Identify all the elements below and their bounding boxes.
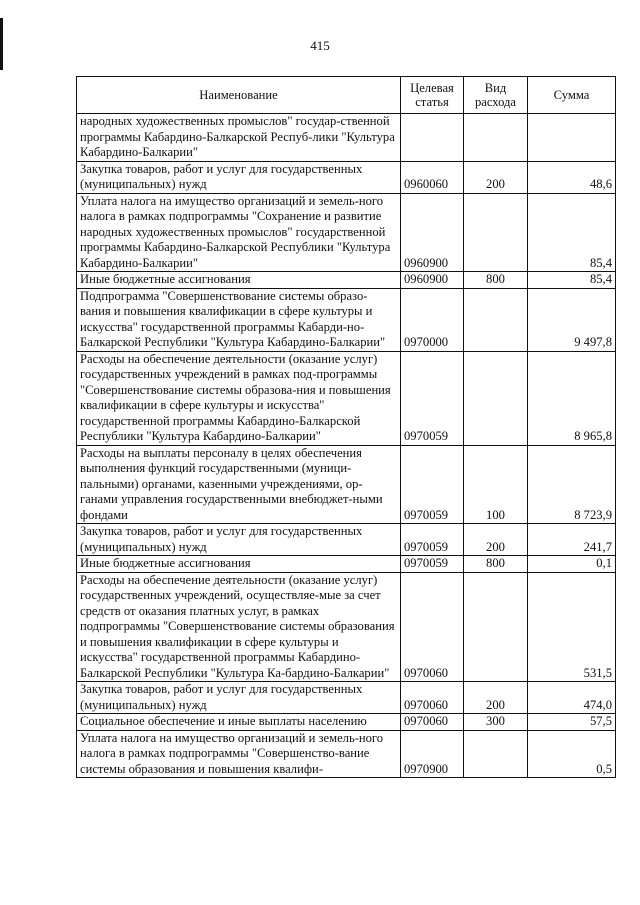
table-row [77,114,616,162]
row-sum: 0,5 [528,730,616,778]
table-row [77,714,616,731]
row-sum: 85,4 [528,272,616,289]
row-name: народных художественных промыслов" государ-ственной программы Кабардино-Балкарской Респуб-лики "Культура Кабардино-Балкарии" [77,114,401,162]
row-name: Иные бюджетные ассигнования [77,556,401,573]
row-sum: 474,0 [528,682,616,714]
row-sum: 8 723,9 [528,445,616,524]
row-expense-type [464,730,528,778]
header-name: Наименование [77,77,401,114]
row-expense-type: 200 [464,161,528,193]
row-expense-type [464,114,528,162]
row-name: Иные бюджетные ассигнования [77,272,401,289]
row-target-article: 0970059 [401,351,464,445]
header-expense-type: Вид расхода [464,77,528,114]
row-expense-type [464,572,528,682]
row-target-article: 0970000 [401,288,464,351]
row-name: Уплата налога на имущество организаций и земель-ного налога в рамках подпрограммы "Сохранение и развитие народных художественных промыслов" государственной программы Кабардино-Балкарской Республики "Культура Кабардино-Балкарии" [77,193,401,272]
row-target-article: 0970059 [401,556,464,573]
row-sum: 85,4 [528,193,616,272]
row-sum: 531,5 [528,572,616,682]
row-name: Расходы на выплаты персоналу в целях обеспечения выполнения функций государственными (муници-пальными) органами, казенными учреждениями, ор-ганами управления государственными внебюджет-ными фондами [77,445,401,524]
row-expense-type: 800 [464,556,528,573]
header-target-article: Целевая статья [401,77,464,114]
row-sum: 241,7 [528,524,616,556]
row-target-article: 0960900 [401,193,464,272]
row-target-article: 0960900 [401,272,464,289]
table-row [77,351,616,445]
row-expense-type: 200 [464,682,528,714]
row-expense-type: 200 [464,524,528,556]
budget-table [76,76,616,778]
table-row [77,161,616,193]
table-row [77,524,616,556]
row-name: Расходы на обеспечение деятельности (оказание услуг) государственных учреждений в рамках под-программы "Совершенствование системы образова-ния и повышения квалификации в сфере культуры и искусства" государственной программы Кабардино-Балкарской Республики "Культура Кабардино-Балкарии" [77,351,401,445]
table-row [77,572,616,682]
row-name: Уплата налога на имущество организаций и земель-ного налога в рамках подпрограммы "Совершенство-вание системы образования и повышения квалифи- [77,730,401,778]
row-target-article: 0970059 [401,524,464,556]
row-name: Подпрограмма "Совершенствование системы образо-вания и повышения квалификации в сфере культуры и искусства" государственной программы Кабарди-но-Балкарской Республики "Культура Кабардино-Балкарии" [77,288,401,351]
row-target-article: 0970900 [401,730,464,778]
table-row [77,193,616,272]
row-name: Расходы на обеспечение деятельности (оказание услуг) государственных учреждений, осуществляе-мые за счет средств от оказания платных услуг, в рамках подпрограммы "Совершенствование системы образования и повышения квалификации в сфере культуры и искусства" государственной программы Кабардино-Балкарской Республики "Культура Ка-бардино-Балкарии" [77,572,401,682]
row-name: Закупка товаров, работ и услуг для государственных (муниципальных) нужд [77,161,401,193]
row-target-article: 0970060 [401,682,464,714]
page-number: 415 [310,38,330,53]
row-expense-type [464,288,528,351]
row-target-article: 0970060 [401,572,464,682]
row-target-article: 0970060 [401,714,464,731]
table-row [77,730,616,778]
row-sum: 57,5 [528,714,616,731]
row-sum [528,114,616,162]
row-expense-type: 800 [464,272,528,289]
table-row [77,288,616,351]
row-expense-type: 300 [464,714,528,731]
table-row [77,682,616,714]
row-sum: 48,6 [528,161,616,193]
row-sum: 0,1 [528,556,616,573]
row-name: Закупка товаров, работ и услуг для государственных (муниципальных) нужд [77,524,401,556]
header-sum: Сумма [528,77,616,114]
row-target-article [401,114,464,162]
row-name: Социальное обеспечение и иные выплаты населению [77,714,401,731]
row-sum: 8 965,8 [528,351,616,445]
table-header-row [77,77,616,114]
row-target-article: 0970059 [401,445,464,524]
row-name: Закупка товаров, работ и услуг для государственных (муниципальных) нужд [77,682,401,714]
row-expense-type [464,193,528,272]
row-expense-type: 100 [464,445,528,524]
table-row [77,272,616,289]
table-row [77,556,616,573]
row-target-article: 0960060 [401,161,464,193]
row-sum: 9 497,8 [528,288,616,351]
row-expense-type [464,351,528,445]
table-row [77,445,616,524]
